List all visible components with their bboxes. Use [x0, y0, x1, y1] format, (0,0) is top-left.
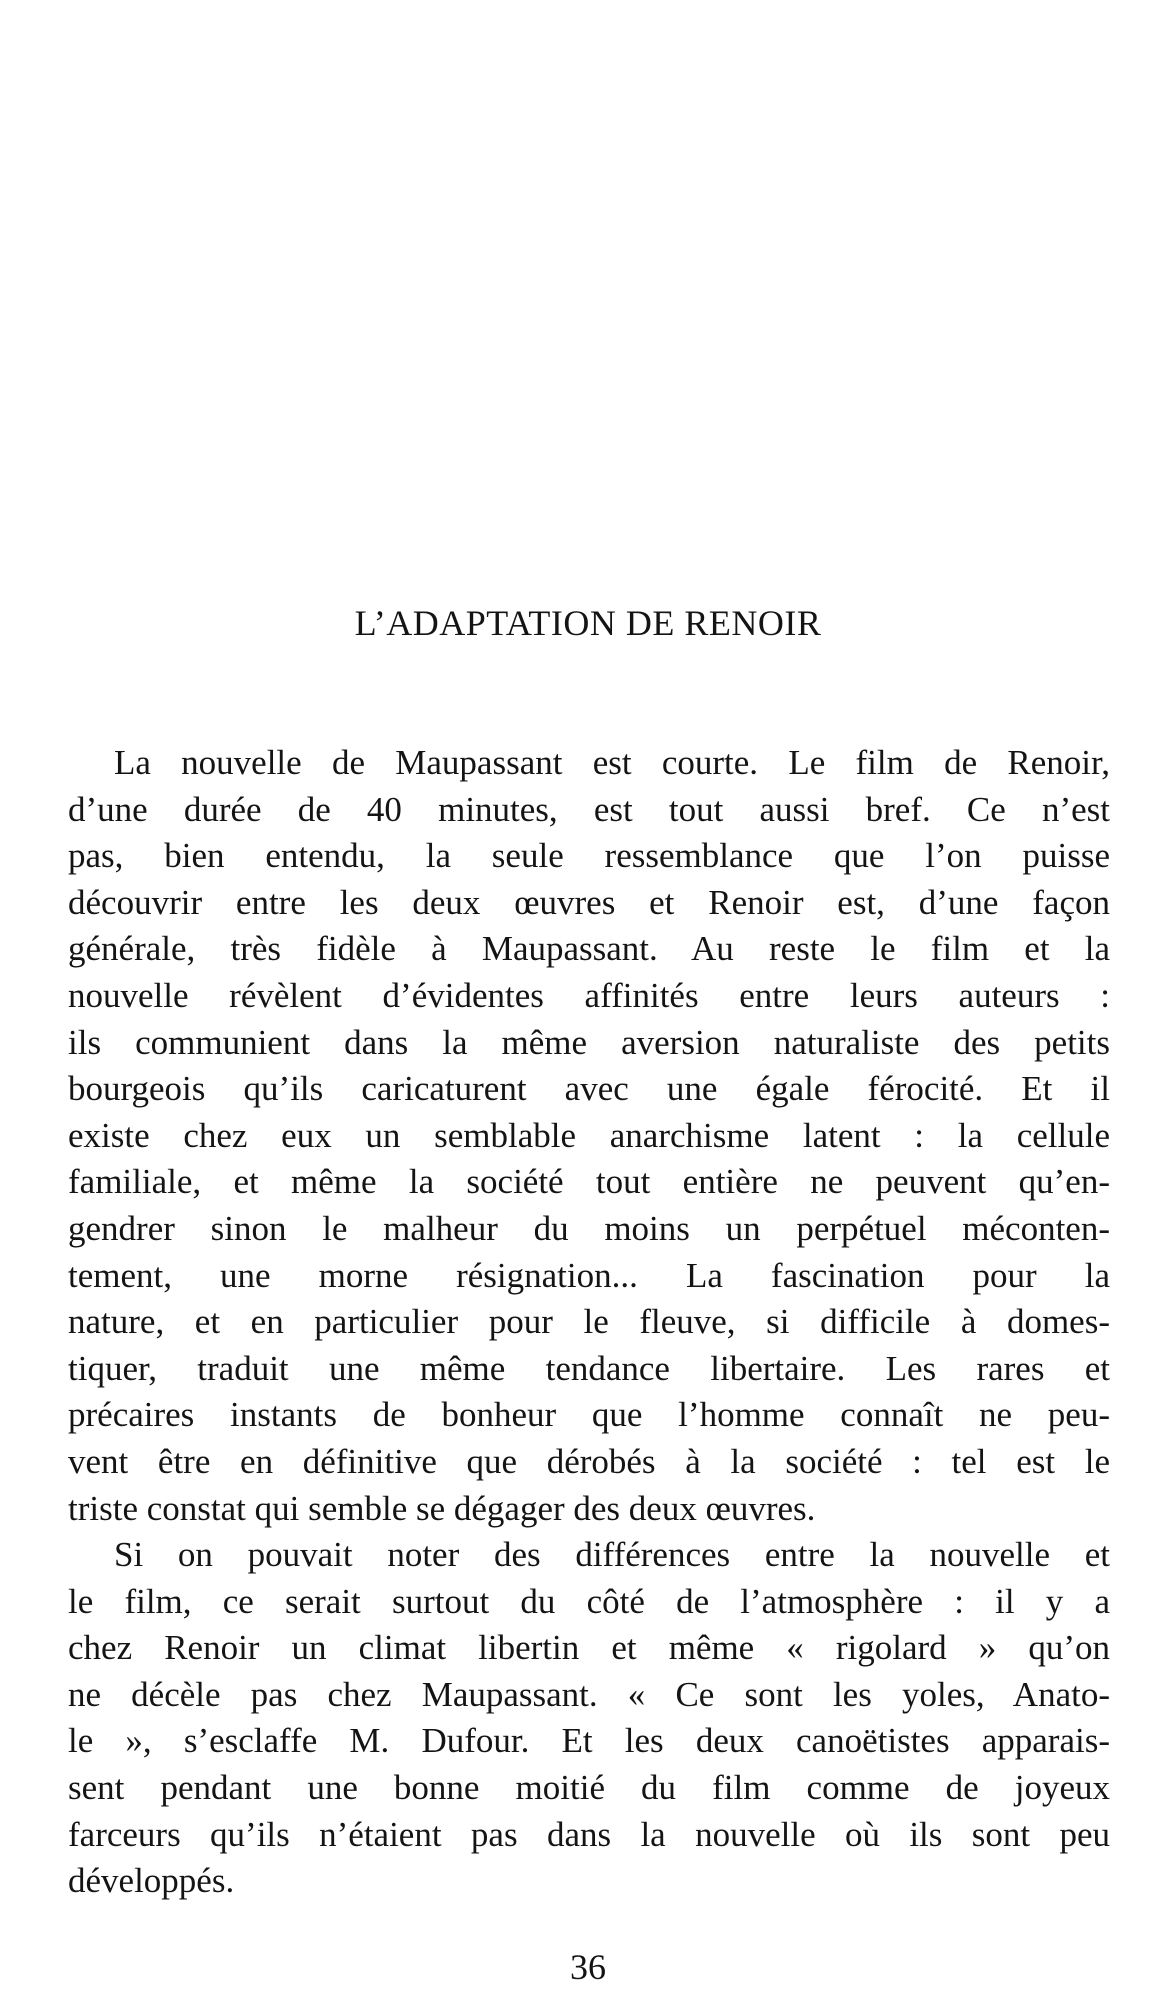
text-line: farceurs qu’ils n’étaient pas dans la nouvelle où ils sont peu: [68, 1814, 1110, 1854]
text-line: d’une durée de 40 minutes, est tout aussi bref. Ce n’est: [68, 789, 1110, 829]
text-line: le », s’esclaffe M. Dufour. Et les deux canoëtistes apparais-: [68, 1721, 1110, 1761]
text-line: pas, bien entendu, la seule ressemblance que l’on puisse: [68, 836, 1110, 876]
body-text: [68, 740, 1110, 1905]
text-line: Si on pouvait noter des différences entre la nouvelle et: [114, 1535, 1110, 1575]
text-line: chez Renoir un climat libertin et même « rigolard » qu’on: [68, 1628, 1110, 1668]
text-line: le film, ce serait surtout du côté de l’atmosphère : il y a: [68, 1581, 1110, 1621]
text-line: vent être en définitive que dérobés à la société : tel est le: [68, 1441, 1110, 1481]
text-line: développés.: [68, 1861, 235, 1901]
text-line: ils communient dans la même aversion naturaliste des petits: [68, 1022, 1110, 1062]
text-line: nature, et en particulier pour le fleuve, si difficile à domes-: [68, 1302, 1110, 1342]
text-line: triste constat qui semble se dégager des deux œuvres.: [68, 1488, 816, 1528]
text-line: découvrir entre les deux œuvres et Renoir est, d’une façon: [68, 882, 1110, 922]
paragraph-1: [68, 740, 1110, 1532]
text-line: familiale, et même la société tout entière ne peuvent qu’en-: [68, 1162, 1110, 1202]
paragraph-2: [68, 1532, 1110, 1905]
text-line: sent pendant une bonne moitié du film comme de joyeux: [68, 1768, 1110, 1808]
text-line: précaires instants de bonheur que l’homme connaît ne peu-: [68, 1395, 1110, 1435]
chapter-title: L’ADAPTATION DE RENOIR: [354, 603, 822, 643]
text-line: La nouvelle de Maupassant est courte. Le film de Renoir,: [114, 743, 1110, 782]
text-line: existe chez eux un semblable anarchisme latent : la cellule: [68, 1115, 1110, 1155]
text-line: nouvelle révèlent d’évidentes affinités entre leurs auteurs :: [68, 975, 1110, 1015]
text-line: tiquer, traduit une même tendance libertaire. Les rares et: [68, 1348, 1110, 1388]
text-line: gendrer sinon le malheur du moins un perpétuel méconten-: [68, 1208, 1110, 1248]
text-line: bourgeois qu’ils caricaturent avec une égale férocité. Et il: [68, 1069, 1110, 1109]
text-line: tement, une morne résignation... La fascination pour la: [68, 1255, 1110, 1295]
text-line: ne décèle pas chez Maupassant. « Ce sont les yoles, Anato-: [68, 1674, 1110, 1714]
page-number: 36: [570, 1947, 606, 1987]
text-line: générale, très fidèle à Maupassant. Au reste le film et la: [68, 929, 1110, 969]
